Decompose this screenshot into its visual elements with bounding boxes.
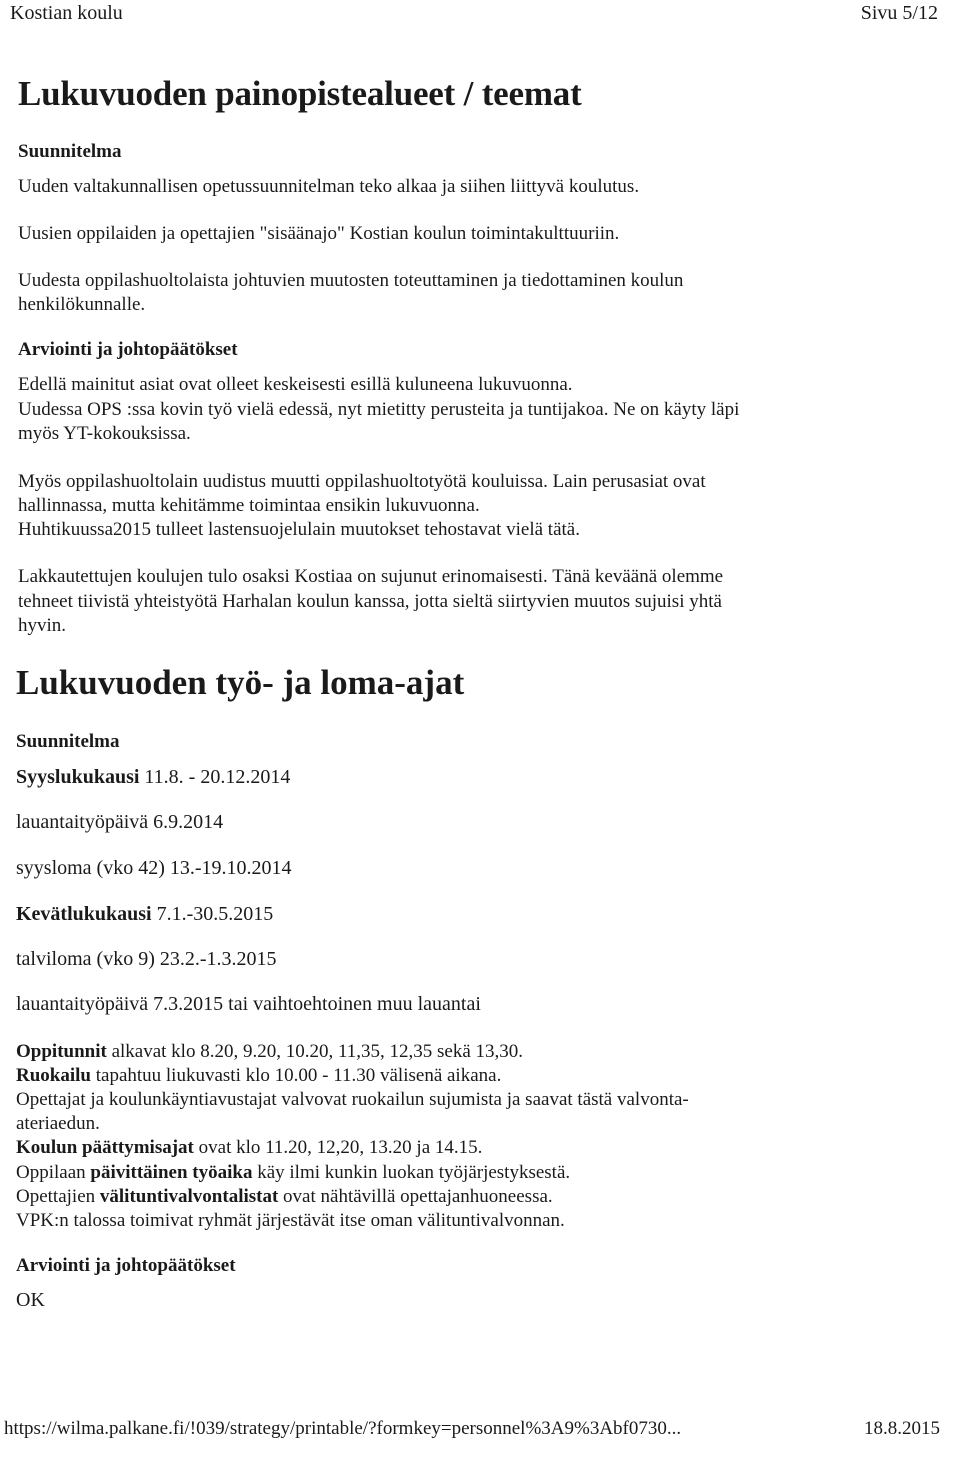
eval-line-2: Uudessa OPS :ssa kovin työ vielä edessä, nyt mietitty perusteita ja tuntijakoa. Ne on käyty läpi [18, 399, 740, 420]
page-footer [4, 1418, 940, 1440]
vpk-line: VPK:n talossa toimivat ryhmät järjestävät itse oman välituntivalvonnan. [16, 1210, 565, 1231]
footer-url: https://wilma.palkane.fi/!039/strategy/printable/?formkey=personnel%3A9%3Abf0730... [4, 1418, 682, 1439]
plan-line-4: henkilökunnalle. [18, 294, 146, 315]
page-number: Sivu 5/12 [860, 2, 938, 24]
eval-line-4: Myös oppilashuoltolain uudistus muutti oppilashuoltotyötä kouluissa. Lain perusasiat ovat [18, 471, 706, 492]
spring-term-dates: 7.1.-30.5.2015 [151, 903, 274, 925]
eval-result: OK [16, 1289, 45, 1311]
winter-break: talviloma (vko 9) 23.2.-1.3.2015 [16, 948, 277, 970]
eval-heading-1: Arviointi ja johtopäätökset [18, 339, 238, 360]
plan-heading-1: Suunnitelma [18, 141, 122, 162]
end-times-line [16, 1136, 482, 1160]
eval-line-8: tehneet tiivistä yhteistyötä Harhalan koulun kanssa, jotta sieltä siirtyvien muutos sujuisi yhtä [18, 591, 722, 612]
lessons-text: alkavat klo 8.20, 9.20, 10.20, 11,35, 12,35 sekä 13,30. [106, 1041, 524, 1062]
break-supervision-pre: Opettajien [16, 1186, 100, 1207]
end-times-text: ovat klo 11.20, 12,20, 13.20 ja 14.15. [193, 1137, 483, 1158]
section-title-schedule: Lukuvuoden työ- ja loma-ajat [16, 663, 465, 702]
break-supervision-text: ovat nähtävillä opettajanhuoneessa. [278, 1186, 553, 1207]
lunch-label: Ruokailu [16, 1065, 91, 1086]
break-supervision-label: välituntivalvontalistat [99, 1186, 279, 1207]
supervision-line-2: ateriaedun. [16, 1113, 100, 1134]
daily-hours-pre: Oppilaan [16, 1162, 91, 1183]
lessons-line [16, 1040, 523, 1064]
autumn-break: syysloma (vko 42) 13.-19.10.2014 [16, 857, 292, 879]
autumn-term-dates: 11.8. - 20.12.2014 [139, 766, 291, 788]
plan-line-2: Uusien oppilaiden ja opettajien "sisäänajo" Kostian koulun toimintakulttuuriin. [18, 223, 620, 244]
eval-line-7: Lakkautettujen koulujen tulo osaksi Kostiaa on sujunut erinomaisesti. Tänä keväänä olemme [18, 566, 724, 587]
eval-heading-2: Arviointi ja johtopäätökset [16, 1255, 236, 1276]
end-times-label: Koulun päättymisajat [16, 1137, 194, 1158]
footer-date: 18.8.2015 [864, 1418, 940, 1439]
eval-line-3: myös YT-kokouksissa. [18, 423, 191, 444]
lunch-text: tapahtuu liukuvasti klo 10.00 - 11.30 välisenä aikana. [90, 1065, 502, 1086]
supervision-line-1: Opettajat ja koulunkäyntiavustajat valvovat ruokailun sujumista ja saavat tästä valvonta- [16, 1089, 689, 1110]
eval-line-6: Huhtikuussa2015 tulleet lastensuojelulain muutokset tehostavat vielä tätä. [18, 519, 580, 540]
plan-line-1: Uuden valtakunnallisen opetussuunnitelman teko alkaa ja siihen liittyvä koulutus. [18, 176, 640, 197]
saturday-workday-1: lauantaityöpäivä 6.9.2014 [16, 811, 224, 833]
lessons-label: Oppitunnit [16, 1041, 107, 1062]
autumn-term-label: Syyslukukausi [16, 766, 140, 788]
daily-hours-label: päivittäinen työaika [90, 1162, 253, 1183]
spring-term-label: Kevätlukukausi [16, 903, 152, 925]
eval-line-9: hyvin. [18, 615, 67, 636]
daily-hours-line [16, 1161, 570, 1185]
page-header [10, 2, 938, 28]
daily-hours-text: käy ilmi kunkin luokan työjärjestyksestä. [252, 1162, 571, 1183]
section-title-themes: Lukuvuoden painopistealueet / teemat [18, 74, 582, 113]
eval-line-1: Edellä mainitut asiat ovat olleet keskeisesti esillä kuluneena lukuvuonna. [18, 374, 573, 395]
saturday-workday-2: lauantaityöpäivä 7.3.2015 tai vaihtoehtoinen muu lauantai [16, 993, 481, 1015]
eval-line-5: hallinnassa, mutta kehitämme toimintaa ensikin lukuvuonna. [18, 495, 480, 516]
plan-line-3: Uudesta oppilashuoltolaista johtuvien muutosten toteuttaminen ja tiedottaminen koulun [18, 270, 684, 291]
autumn-term [16, 765, 290, 789]
spring-term [16, 902, 273, 926]
school-name: Kostian koulu [10, 2, 123, 24]
lunch-line [16, 1064, 501, 1088]
plan-heading-2: Suunnitelma [16, 731, 120, 752]
break-supervision-line [16, 1185, 553, 1209]
